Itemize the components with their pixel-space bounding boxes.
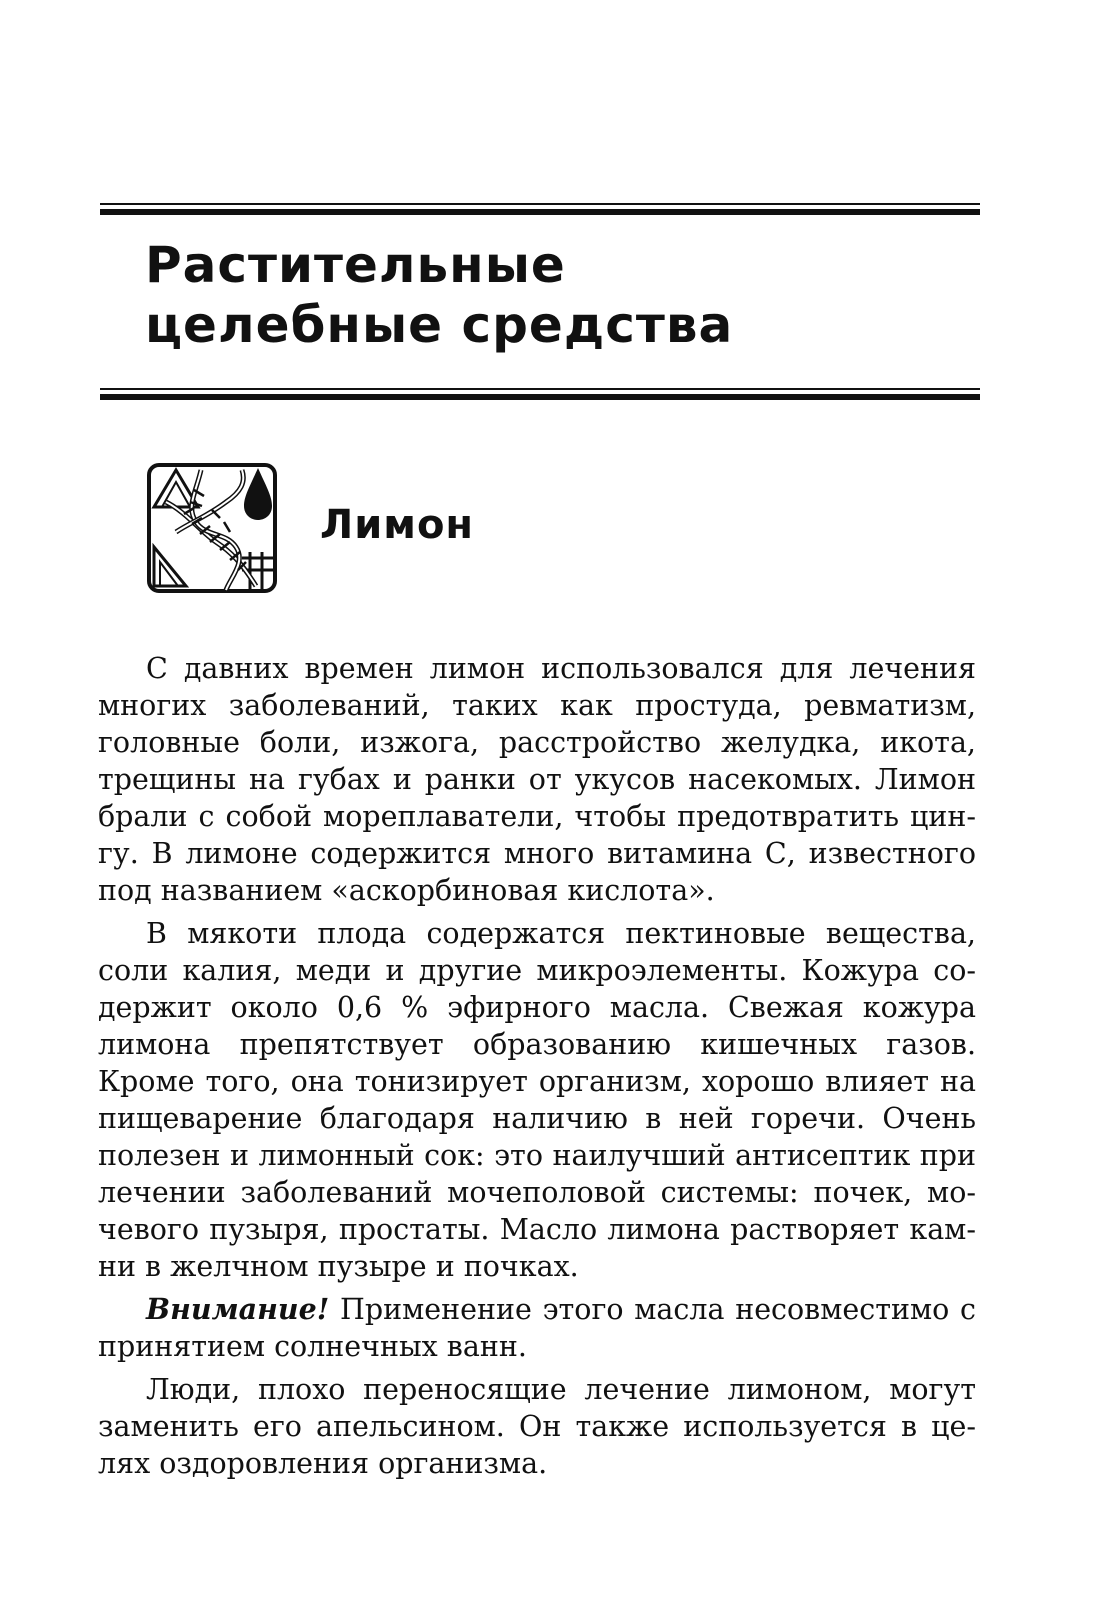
paragraph-3 (98, 1291, 976, 1365)
bottom-double-rule (100, 388, 980, 400)
dna-helix-emblem-icon (146, 462, 278, 594)
paragraph-4: Люди, плохо переносящие лечение лимоном, могут заменить его апельсином. Он также используется в целях оздоровления организма. (98, 1373, 976, 1480)
article-body (98, 650, 976, 1482)
chapter-title-line-2: целебные средства (145, 296, 734, 354)
rule-thick-line (100, 209, 980, 215)
attention-text: Применение этого масла несовместимо с принятием солнечных ванн. (98, 1293, 976, 1363)
attention-label: Внимание! (146, 1292, 330, 1326)
rule-thick-line (100, 394, 980, 400)
rule-thin-line (100, 388, 980, 390)
section-title: Лимон (320, 502, 475, 548)
paragraph-1: С давних времен лимон использовался для лечения многих заболеваний, таких как простуда, ревматизм, головные боли, изжога, расстройство желудка, икота, трещины на губах и ранки от укусов насекомых. Лимон брали с собой мореплаватели, чтобы предотвратить цингу. В лимоне содержится много витамина С, известного под названием «аскорбиновая кислота». (98, 652, 976, 907)
top-double-rule (100, 203, 980, 215)
paragraph-2: В мякоти плода содержатся пектиновые вещества, соли калия, меди и другие микроэлементы. Кожура содержит около 0,6 % эфирного масла. Свежая кожура лимона препятствует образованию кишечных газов. Кроме того, она тонизирует организм, хорошо влияет на пищеварение благодаря наличию в ней горечи. Очень полезен и лимонный сок: это наилучший антисептик при лечении заболеваний мочеполовой системы: почек, мочевого пузыря, простаты. Масло лимона растворяет камни в желчном пузыре и почках. (98, 917, 976, 1283)
chapter-title (145, 235, 945, 355)
chapter-title-line-1: Растительные (145, 236, 566, 294)
rule-thin-line (100, 203, 980, 205)
